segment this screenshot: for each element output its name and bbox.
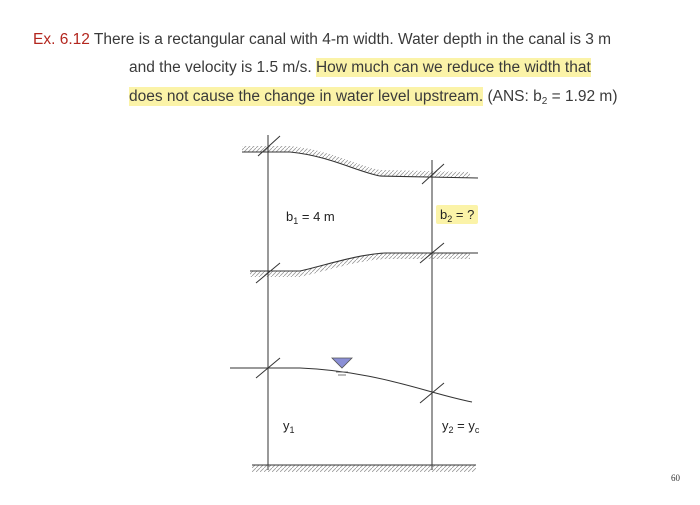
problem-text-2: and the velocity is 1.5 m/s. <box>129 59 312 76</box>
water-surface-profile <box>230 368 472 402</box>
example-number: Ex. 6.12 <box>33 31 90 48</box>
channel-bed-hatch <box>252 465 476 472</box>
problem-text-1: There is a rectangular canal with 4-m width. Water depth in the canal is 3 m <box>93 31 612 48</box>
answer: (ANS: $b_2 = 1.92$ m) <box>487 88 618 107</box>
highlighted-question-1: How much can we reduce the width that <box>315 59 591 76</box>
b1-label: $b_1 = 4$ m <box>286 209 335 226</box>
upper-wall-hatch <box>242 146 470 178</box>
page-number: 60 <box>671 473 680 483</box>
y2-yc-label: $y_2 = y_c$ <box>442 418 480 435</box>
y1-label: $y_1$ <box>283 418 295 435</box>
water-surface-symbol <box>332 358 352 368</box>
highlighted-question-2: does not cause the change in water level upstream. <box>129 88 484 105</box>
b2-label: $b_2$ = ? <box>436 207 478 224</box>
